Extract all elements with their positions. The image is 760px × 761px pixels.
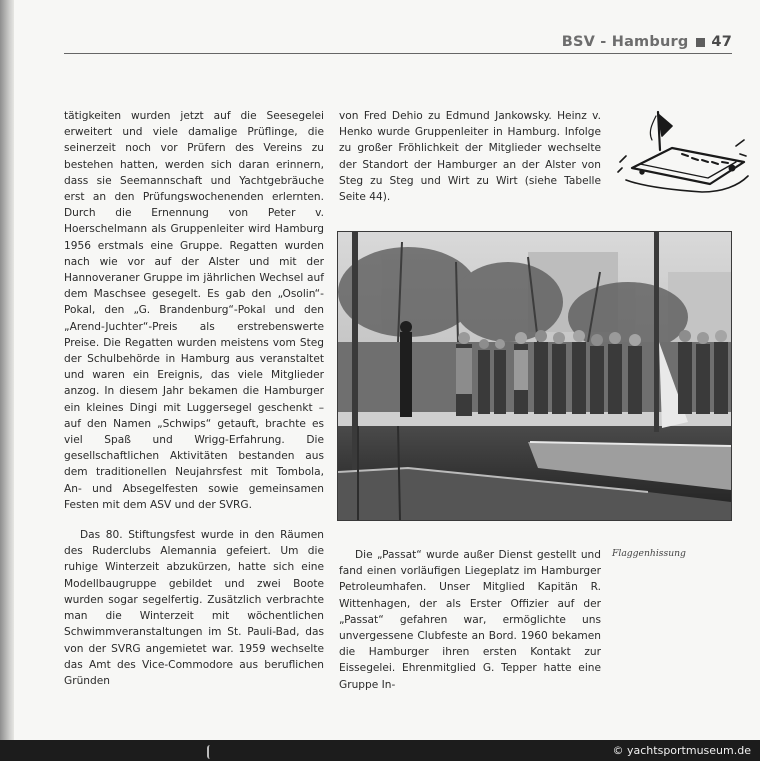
left-paragraph-1: tätigkeiten wurden jetzt auf die Seesegelei erweitert und viele damalige Prüflinge, die seinerzeit noch vor Prüfern des Vereins zu bestehen hatten, werden sich daran erinnern, dass sie Seemannschaft und Yachtgebräuche erst an den Prüfungswochenenden erlernten. Durch die Ernennung von Peter v. Hoerschelmann als Gruppenleiter wird Hamburg 1956 erstmals eine Gruppe. Regatten wurden nach wie vor auf der Alster und mit der Hannoveraner Gruppe im jährlichen Wechsel auf dem Maschsee gesegelt. Es gab den „Osolin“-Pokal, den „G. Brandenburg“-Pokal und den „Arend-Juchter“-Preis als erstrebenswerte Preise. Die Regatten wurden meistens vom Steg der Schulbehörde in Hamburg aus veranstaltet und waren ein Ereignis, das viele Mitglieder anzog. In diesem Jahr bekamen die Hamburger ein kleines Dingi mit Luggersegel geschenkt – auf den Namen „Schwips“ getauft, brachte es viel Spaß und Wrigg-Erfahrung. Die gesellschaftlichen Aktivitäten bestanden aus dem traditionellen Neujahrsfest mit Tombola, An- und Absegelfesten sowie gemeinsamen Festen mit dem ASV und der SVRG. [64,110,324,511]
left-text-column [64,108,324,689]
sailing-boat-sketch-illustration [612,106,752,198]
bottom-black-bar [0,740,760,761]
flag-hoisting-photo [337,231,732,521]
header-rule [64,53,732,54]
square-bullet-icon [696,38,705,47]
ribbon-marker-icon [207,745,213,759]
photo-caption: Flaggenhissung [612,548,686,559]
book-spine-shadow [0,0,14,740]
book-page [14,0,760,740]
left-paragraph-2: Das 80. Stiftungsfest wurde in den Räumen des Ruderclubs Alemannia gefeiert. Um die ruhige Winterzeit abzukürzen, hatte sich eine Modellbaugruppe gebildet und zwei Boote wurden sogar segelfertig. Zusätzlich verbrachte man die Winterzeit mit wöchentlichen Schwimmveranstaltungen im St. Pauli-Bad, das von der SVRG angemietet war. 1959 wechselte das Amt des Vice-Commodore aus beruflichen Gründen [64,529,324,687]
header-section-title: BSV - Hamburg [561,34,689,50]
right-paragraph-bottom: Die „Passat“ wurde außer Dienst gestellt und fand einen vorläufigen Liegeplatz im Hamburger Petroleumhafen. Unser Mitglied Kapitän R. Wittenhagen, der als Erster Offizier auf der „Passat“ gefahren war, ermöglichte uns unvergessene Clubfeste an Bord. 1960 bekamen die Hamburger ihren ersten Kontakt zur Eissegelei. Ehrenmitglied G. Tepper hatte eine Gruppe In- [339,549,601,691]
crowd-on-pier [456,330,728,416]
running-header [562,34,732,50]
right-paragraph-top: von Fred Dehio zu Edmund Jankowsky. Heinz v. Henko wurde Gruppenleiter in Hamburg. Infolge zu großer Fröhlichkeit der Mitglieder wechselte der Standort der Hamburger an der Alster von Steg zu Steg und Wirt zu Wirt (siehe Tabelle Seite 44). [339,110,601,204]
right-text-column-top [339,108,601,205]
page-number: 47 [711,34,732,50]
right-text-column-bottom [339,547,601,693]
watermark-text: © yachtsportmuseum.de [612,744,751,757]
